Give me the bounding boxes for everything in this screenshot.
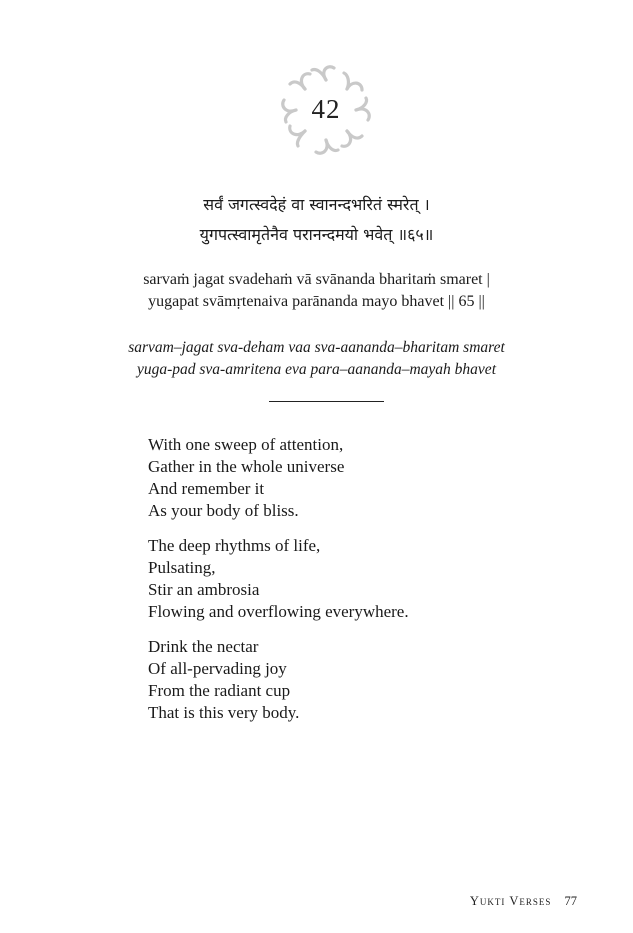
poem-line: And remember it bbox=[148, 479, 265, 498]
phonetic-line-2: yuga-pad sva-amritena eva para–aananda–mayah bhavet bbox=[136, 361, 496, 378]
verse-number: 42 bbox=[311, 94, 341, 124]
devanagari-line-1: सर्वं जगत्स्वदेहं वा स्वानन्दभरितं स्मरेत् । bbox=[203, 195, 430, 214]
poem-stanza bbox=[148, 434, 409, 522]
poem-line: The deep rhythms of life, bbox=[148, 536, 321, 555]
poem-stanza bbox=[148, 535, 409, 623]
phonetic-line-1: sarvam–jagat sva-deham vaa sva-aananda–bharitam smaret bbox=[128, 339, 505, 356]
poem-line: Pulsating, bbox=[148, 558, 216, 577]
poem-line: With one sweep of attention, bbox=[148, 435, 344, 454]
poem-line: Of all-pervading joy bbox=[148, 659, 287, 678]
poem-line: Drink the nectar bbox=[148, 637, 259, 656]
poem-line: That is this very body. bbox=[148, 703, 300, 722]
poem-line: Flowing and overflowing everywhere. bbox=[148, 602, 409, 621]
poem-line: As your body of bliss. bbox=[148, 501, 299, 520]
page-footer bbox=[470, 894, 577, 909]
devanagari-line-2: युगपत्स्वामृतेनैव परानन्दमयो भवेत् ॥६५॥ bbox=[199, 225, 434, 244]
poem-line: Gather in the whole universe bbox=[148, 457, 345, 476]
poem-line: From the radiant cup bbox=[148, 681, 291, 700]
transliteration-line-1: sarvaṁ jagat svadehaṁ vā svānanda bharitaṁ smaret | bbox=[143, 271, 490, 288]
poem-line: Stir an ambrosia bbox=[148, 580, 260, 599]
section-divider bbox=[269, 401, 384, 402]
running-title: Yukti Verses bbox=[469, 894, 552, 908]
poem-stanza bbox=[148, 636, 409, 724]
poem bbox=[148, 434, 409, 737]
transliteration-line-2: yugapat svāmṛtenaiva parānanda mayo bhavet || 65 || bbox=[148, 293, 485, 310]
page-number: 77 bbox=[564, 894, 577, 908]
